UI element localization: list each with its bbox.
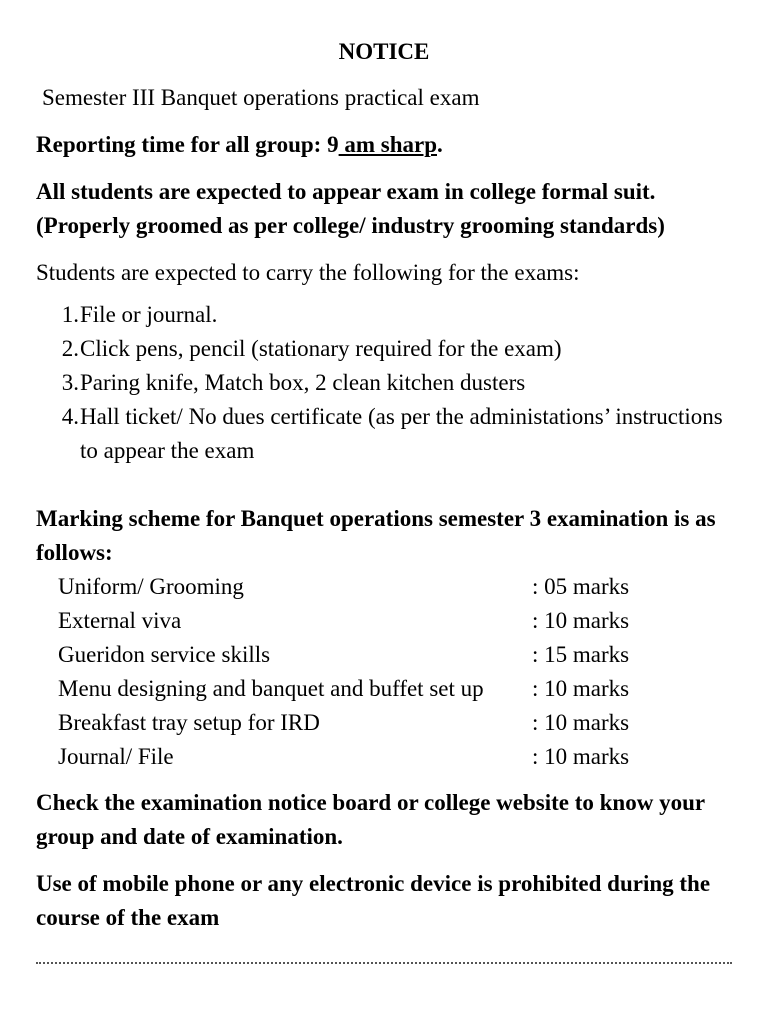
check-notice-board: Check the examination notice board or college website to know your group and date of examination. [36, 790, 705, 849]
list-item [36, 400, 732, 468]
list-item-text: File or journal. [80, 302, 218, 327]
reporting-time-prefix: Reporting time for all group: 9 [36, 132, 339, 157]
marking-scheme-heading: Marking scheme for Banquet operations semester 3 examination is as follows: [36, 506, 716, 565]
list-item-text: Paring knife, Match box, 2 clean kitchen dusters [80, 370, 526, 395]
marking-value: : 10 marks [532, 676, 630, 701]
marking-value: : 10 marks [532, 710, 630, 735]
notice-document [36, 36, 732, 948]
carry-intro: Students are expected to carry the following for the exams: [36, 260, 580, 285]
marking-value: : 05 marks [532, 574, 630, 599]
table-row [58, 706, 629, 740]
marking-item: External viva [58, 608, 182, 633]
marking-value: : 15 marks [532, 642, 630, 667]
table-row [58, 604, 629, 638]
marking-item: Breakfast tray setup for IRD [58, 710, 320, 735]
marking-item: Menu designing and banquet and buffet set up [58, 676, 484, 701]
table-row [58, 638, 629, 672]
mobile-phone-rule: Use of mobile phone or any electronic device is prohibited during the course of the exam [36, 871, 711, 930]
marking-item: Gueridon service skills [58, 642, 271, 667]
list-item [36, 298, 732, 332]
reporting-time [36, 128, 732, 162]
table-row [58, 570, 629, 604]
marking-value: : 10 marks [532, 608, 630, 633]
carry-list [36, 298, 732, 468]
dotted-divider [36, 962, 732, 970]
marking-value: : 10 marks [532, 744, 630, 769]
notice-title: NOTICE [338, 39, 430, 64]
marking-scheme-table [58, 570, 629, 774]
list-item [36, 366, 732, 400]
marking-item: Uniform/ Grooming [58, 574, 244, 599]
list-item-number: 4. [61, 404, 79, 429]
list-item [36, 332, 732, 366]
table-row [58, 672, 629, 706]
table-row [58, 740, 629, 774]
list-item-number: 3. [61, 370, 79, 395]
blank-line [36, 468, 732, 502]
exam-subtitle: Semester III Banquet operations practical exam [42, 85, 480, 110]
marking-item: Journal/ File [58, 744, 174, 769]
list-item-text: Click pens, pencil (stationary required for the exam) [80, 336, 562, 361]
reporting-time-suffix: . [437, 132, 443, 157]
list-item-text: Hall ticket/ No dues certificate (as per the administations’ instructions to appear the exam [80, 404, 723, 463]
reporting-time-underlined: am sharp [338, 132, 437, 157]
attire-instruction: All students are expected to appear exam in college formal suit. (Properly groomed as per college/ industry grooming standards) [36, 179, 665, 238]
list-item-number: 2. [61, 336, 79, 361]
list-item-number: 1. [61, 302, 79, 327]
